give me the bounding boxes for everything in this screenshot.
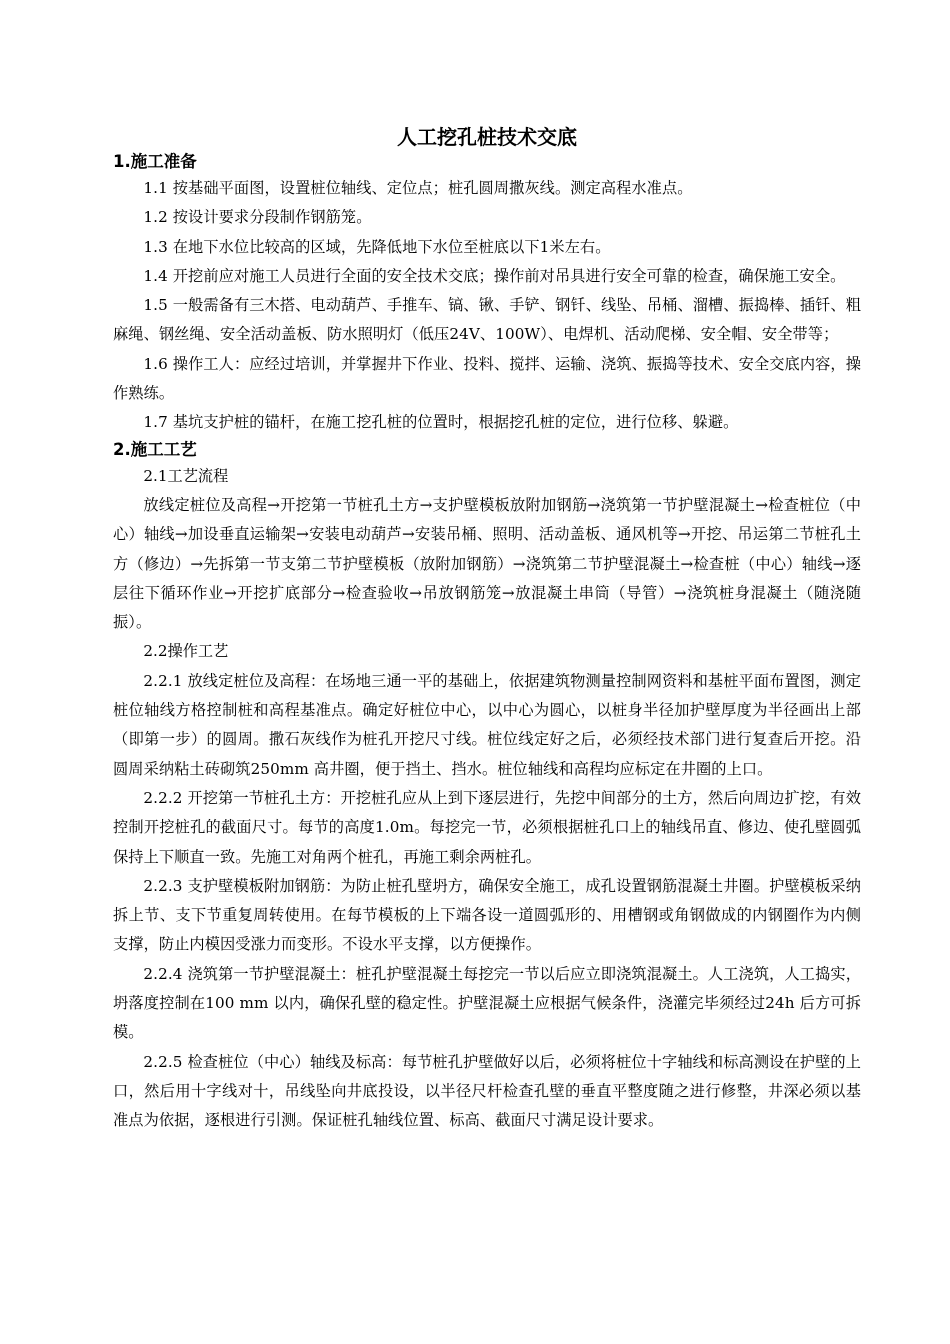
paragraph-2-2-1: 2.2.1 放线定桩位及高程：在场地三通一平的基础上，依据建筑物测量控制网资料和基桩平面布置图，测定桩位轴线方格控制桩和高程基准点。确定好桩位中心，以中心为圆心，以桩身半径加护壁厚度为半径画出上部（即第一步）的圆周。撒石灰线作为桩孔开挖尺寸线。桩位线定好之后，必须经技术部门进行复查后开挖。沿圆周采纳粘土砖砌筑250mm 高井圈，便于挡土、挡水。桩位轴线和高程均应标定在井圈的上口。 xyxy=(113,671,861,778)
paragraph-1-1: 1.1 按基础平面图，设置桩位轴线、定位点；桩孔圆周撒灰线。测定高程水准点。 xyxy=(143,179,693,197)
paragraph-2-2-3: 2.2.3 支护壁模板附加钢筋：为防止桩孔壁坍方，确保安全施工，成孔设置钢筋混凝土井圈。护壁模板采纳拆上节、支下节重复周转使用。在每节模板的上下端各设一道圆弧形的、用槽钢或角钢做成的内钢圈作为内侧支撑，防止内模因受涨力而变形。不设水平支撑，以方便操作。 xyxy=(113,876,861,954)
paragraph-1-3: 1.3 在地下水位比较高的区域，先降低地下水位至桩底以下1米左右。 xyxy=(143,237,611,256)
paragraph-1-6: 1.6 操作工人：应经过培训，并掌握井下作业、投料、搅拌、运输、浇筑、振捣等技术、安全交底内容，操作熟练。 xyxy=(113,354,861,403)
paragraph-1-7: 1.7 基坑支护桩的锚杆，在施工挖孔桩的位置时，根据挖孔桩的定位，进行位移、躲避。 xyxy=(143,413,739,432)
document-title: 人工挖孔桩技术交底 xyxy=(397,125,577,149)
paragraph-1-2: 1.2 按设计要求分段制作钢筋笼。 xyxy=(143,208,372,227)
paragraph-2-2-2: 2.2.2 开挖第一节桩孔土方：开挖桩孔应从上到下逐层进行，先挖中间部分的土方，然后向周边扩挖，有效控制开挖桩孔的截面尺寸。每节的高度1.0m。每挖完一节，必须根据桩孔口上的轴线吊直、修边、使孔壁圆弧保持上下顺直一致。先施工对角两个桩孔，再施工剩余两桩孔。 xyxy=(113,788,861,866)
paragraph-2-2-4: 2.2.4 浇筑第一节护壁混凝土：桩孔护壁混凝土每挖完一节以后应立即浇筑混凝土。人工浇筑，人工捣实，坍落度控制在100 mm 以内，确保孔壁的稳定性。护壁混凝土应根据气候条件，浇灌完毕须经过24h 后方可拆模。 xyxy=(113,964,861,1042)
section-heading-preparation: 1.施工准备 xyxy=(113,152,197,171)
paragraph-1-5: 1.5 一般需备有三木搭、电动葫芦、手推车、镐、锹、手铲、钢钎、线坠、吊桶、溜槽、振捣棒、插钎、粗麻绳、钢丝绳、安全活动盖板、防水照明灯（低压24V、100W）、电焊机、活动爬梯、安全帽、安全带等； xyxy=(113,296,861,344)
section-heading-process: 2.施工工艺 xyxy=(113,439,197,459)
subsection-title-flow: 2.1工艺流程 xyxy=(143,466,229,485)
paragraph-1-4: 1.4 开挖前应对施工人员进行全面的安全技术交底；操作前对吊具进行安全可靠的检查，确保施工安全。 xyxy=(143,266,846,285)
document-page xyxy=(113,122,861,1136)
subsection-title-operation: 2.2操作工艺 xyxy=(143,642,229,661)
paragraph-2-2-5: 2.2.5 检查桩位（中心）轴线及标高：每节桩孔护壁做好以后，必须将桩位十字轴线和标高测设在护壁的上口，然后用十字线对十，吊线坠向井底投设，以半径尺杆检查孔壁的垂直平整度随之进行修整，井深必须以基准点为依据，逐根进行引测。保证桩孔轴线位置、标高、截面尺寸满足设计要求。 xyxy=(113,1052,861,1130)
process-flow-paragraph: 放线定桩位及高程→开挖第一节桩孔土方→支护壁模板放附加钢筋→浇筑第一节护壁混凝土→检查桩位（中心）轴线→加设垂直运输架→安装电动葫芦→安装吊桶、照明、活动盖板、通风机等→开挖、吊运第二节桩孔土方（修边）→先拆第一节支第二节护壁模板（放附加钢筋）→浇筑第二节护壁混凝土→检查桩（中心）轴线→逐层往下循环作业→开挖扩底部分→检查验收→吊放钢筋笼→放混凝土串筒（导管）→浇筑桩身混凝土（随浇随振）。 xyxy=(113,495,861,632)
